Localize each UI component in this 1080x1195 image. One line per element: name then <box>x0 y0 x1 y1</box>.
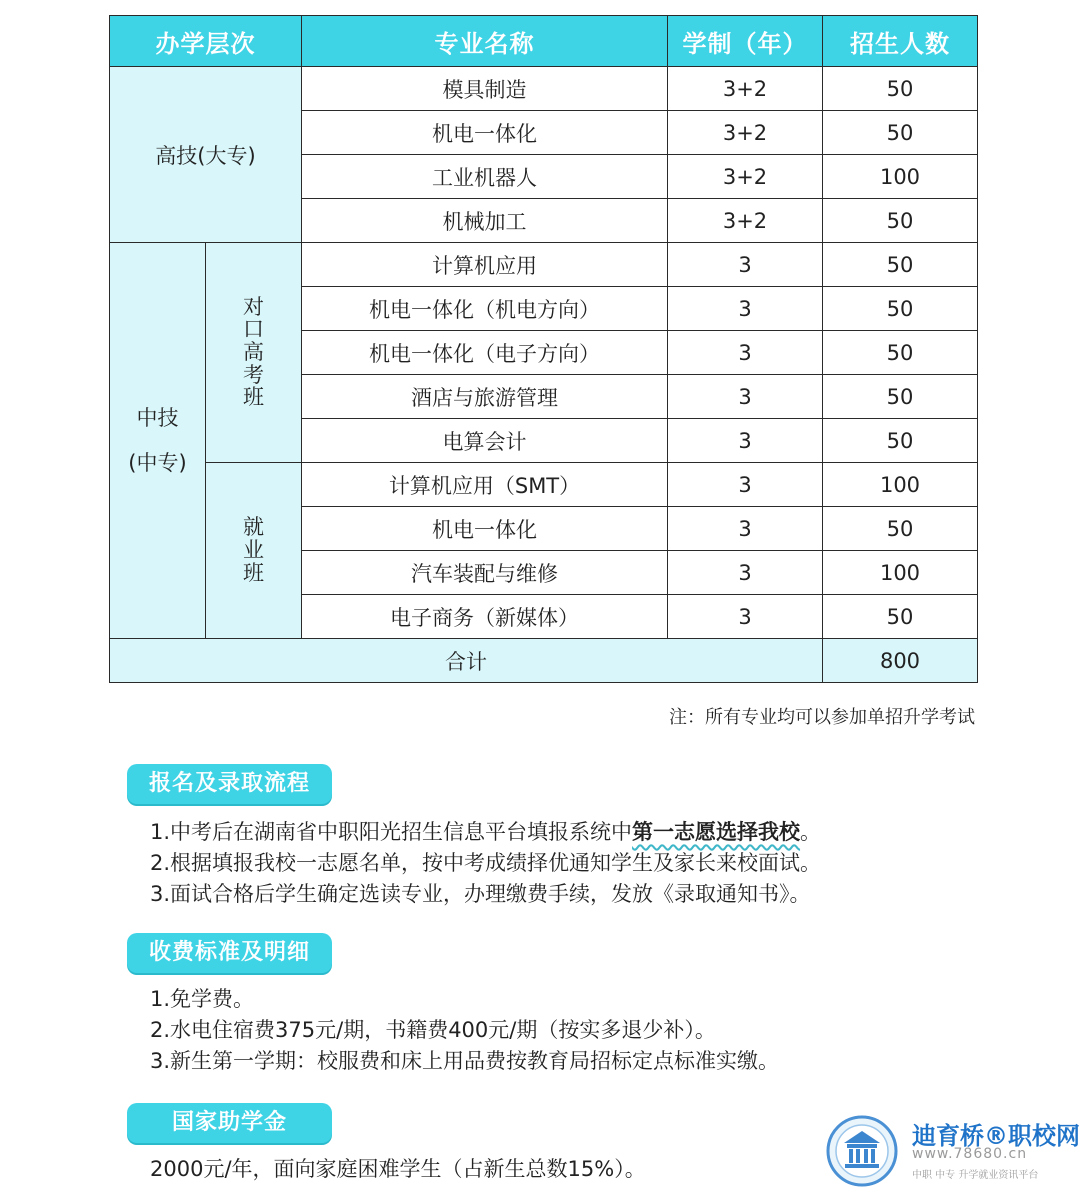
table-row <box>110 67 978 111</box>
aid-paragraph <box>150 1154 646 1185</box>
count-cell: 50 <box>823 375 978 419</box>
major-cell: 机电一体化（电子方向） <box>302 331 668 375</box>
years-cell: 3 <box>668 243 823 287</box>
fees-line-1: 1.免学费。 <box>150 987 255 1011</box>
enroll-highlight: 第一志愿选择我校 <box>632 820 801 844</box>
header-count: 招生人数 <box>823 16 978 67</box>
count-cell: 50 <box>823 419 978 463</box>
years-cell: 3+2 <box>668 67 823 111</box>
major-cell: 机电一体化 <box>302 507 668 551</box>
table-header-row <box>110 16 978 67</box>
count-cell: 50 <box>823 287 978 331</box>
major-cell: 工业机器人 <box>302 155 668 199</box>
level-zhongji-line2: (中专) <box>128 450 187 475</box>
school-emblem-icon <box>826 1115 898 1187</box>
years-cell: 3+2 <box>668 155 823 199</box>
major-cell: 计算机应用 <box>302 243 668 287</box>
count-cell: 100 <box>823 155 978 199</box>
count-cell: 50 <box>823 331 978 375</box>
years-cell: 3 <box>668 463 823 507</box>
section-title-aid: 国家助学金 <box>127 1103 332 1143</box>
header-years: 学制（年） <box>668 16 823 67</box>
major-cell: 模具制造 <box>302 67 668 111</box>
enrollment-table <box>109 15 978 683</box>
watermark-title: 迪育桥®职校网 <box>912 1122 1080 1150</box>
major-cell: 机械加工 <box>302 199 668 243</box>
enroll-line-2: 2.根据填报我校一志愿名单，按中考成绩择优通知学生及家长来校面试。 <box>150 851 822 875</box>
table-note: 注：所有专业均可以参加单招升学考试 <box>669 707 975 728</box>
enroll-line-1-text: 1.中考后在湖南省中职阳光招生信息平台填报系统中 <box>150 820 633 844</box>
count-cell: 100 <box>823 551 978 595</box>
total-value: 800 <box>823 639 978 683</box>
years-cell: 3 <box>668 595 823 639</box>
count-cell: 100 <box>823 463 978 507</box>
header-major: 专业名称 <box>302 16 668 67</box>
years-cell: 3 <box>668 551 823 595</box>
fees-line-3: 3.新生第一学期：校服费和床上用品费按教育局招标定点标准实缴。 <box>150 1049 780 1073</box>
years-cell: 3 <box>668 287 823 331</box>
count-cell: 50 <box>823 199 978 243</box>
table-row <box>110 243 978 287</box>
section-title-enroll: 报名及录取流程 <box>127 764 332 804</box>
years-cell: 3+2 <box>668 199 823 243</box>
total-label: 合计 <box>110 639 823 683</box>
count-cell: 50 <box>823 67 978 111</box>
count-cell: 50 <box>823 111 978 155</box>
major-cell: 电子商务（新媒体） <box>302 595 668 639</box>
major-cell: 酒店与旅游管理 <box>302 375 668 419</box>
major-cell: 机电一体化 <box>302 111 668 155</box>
enroll-line-3: 3.面试合格后学生确定选读专业，办理缴费手续，发放《录取通知书》。 <box>150 882 811 906</box>
total-row <box>110 639 978 683</box>
years-cell: 3+2 <box>668 111 823 155</box>
table-row <box>110 463 978 507</box>
major-cell: 计算机应用（SMT） <box>302 463 668 507</box>
watermark-tagline: 中职 中专 升学就业资讯平台 <box>912 1170 1039 1181</box>
level-gaoji: 高技(大专) <box>110 67 302 243</box>
enroll-line-1-end: 。 <box>800 820 822 844</box>
sub-jiuye-label: 就业班 <box>243 515 264 585</box>
major-cell: 机电一体化（机电方向） <box>302 287 668 331</box>
header-level: 办学层次 <box>110 16 302 67</box>
sub-jiuye <box>206 463 302 639</box>
fees-line-2: 2.水电住宿费375元/期，书籍费400元/期（按实多退少补）。 <box>150 1018 716 1042</box>
fees-paragraph <box>150 984 779 1077</box>
sub-duikou-label: 对口高考班 <box>243 294 264 410</box>
count-cell: 50 <box>823 243 978 287</box>
years-cell: 3 <box>668 419 823 463</box>
years-cell: 3 <box>668 507 823 551</box>
enroll-paragraph <box>150 817 821 910</box>
major-cell: 汽车装配与维修 <box>302 551 668 595</box>
count-cell: 50 <box>823 595 978 639</box>
level-zhongji-line1: 中技 <box>136 406 179 431</box>
sub-duikou <box>206 243 302 463</box>
watermark-logo <box>826 1112 1080 1192</box>
years-cell: 3 <box>668 331 823 375</box>
count-cell: 50 <box>823 507 978 551</box>
aid-line-1: 2000元/年，面向家庭困难学生（占新生总数15%）。 <box>150 1157 646 1181</box>
level-zhongji <box>110 243 206 639</box>
section-title-fees: 收费标准及明细 <box>127 933 332 973</box>
enroll-line-1 <box>150 817 821 848</box>
watermark-url: www.78680.cn <box>912 1146 1028 1162</box>
years-cell: 3 <box>668 375 823 419</box>
major-cell: 电算会计 <box>302 419 668 463</box>
